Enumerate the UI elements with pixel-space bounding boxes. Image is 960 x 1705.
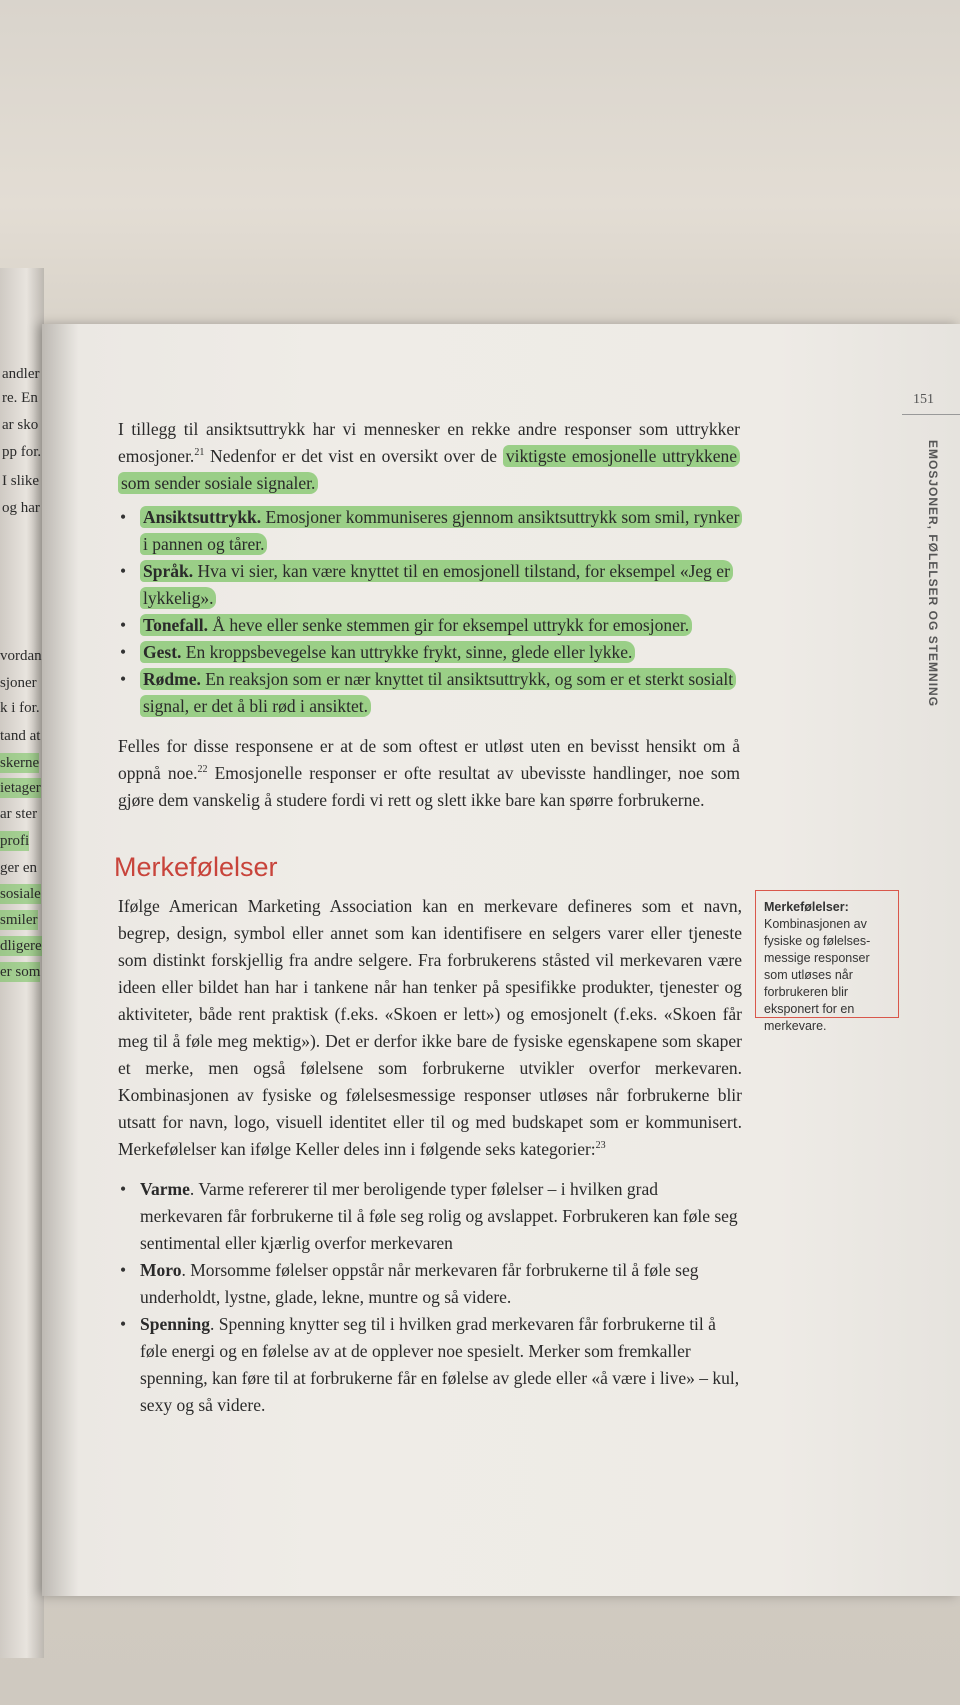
emotion-list-item xyxy=(118,666,740,720)
list-item-text: Hva vi sier, kan være knyttet til en emosjonell tilstand, for eksempel «Jeg er lykkelig». xyxy=(143,561,730,608)
list-item-text: . Spenning knytter seg til i hvilken grad merkevaren får forbrukerne til å føle energi og en følelse av at de opplever noe spesielt. Merker som fremkaller spenning, kan føre til at forbrukerne får en følelse av glede eller «å være i live» – kul, sexy og så videre. xyxy=(140,1314,740,1415)
emotion-list-item xyxy=(118,639,740,666)
category-list-item xyxy=(118,1176,742,1257)
list-item-text: . Morsomme følelser oppstår når merkevaren får forbrukerne til å føle seg underholdt, lystne, glade, lekne, muntre og så videre. xyxy=(140,1260,699,1307)
page-number: 151 xyxy=(913,392,934,407)
list-item-term: Tonefall. xyxy=(143,615,208,635)
left-page-fragment: og har xyxy=(2,500,40,516)
left-page-edge xyxy=(0,268,44,1658)
left-page-fragment: tand at xyxy=(0,728,41,744)
highlighted-text xyxy=(140,641,635,663)
left-page-fragment: andler xyxy=(2,366,40,382)
left-page-fragment: sosiale xyxy=(0,886,41,902)
left-page-fragment: vordan xyxy=(0,648,42,664)
footnote-ref: 21 xyxy=(194,447,205,459)
list-item-term: Spenning xyxy=(140,1314,211,1334)
page-number-rule xyxy=(902,414,960,415)
margin-definition-box xyxy=(755,890,899,1033)
list-item-term: Språk. xyxy=(143,561,194,581)
left-page-fragment: I slike xyxy=(2,473,40,489)
category-list-item xyxy=(118,1311,742,1419)
highlighted-text xyxy=(140,668,736,717)
left-page-fragment: er som xyxy=(0,964,41,980)
list-item-term: Moro xyxy=(140,1260,182,1280)
list-item-text: En reaksjon som er nær knyttet til ansiktsuttrykk, og som er et sterkt sosialt signal, er det å bli rød i ansiktet. xyxy=(143,669,734,716)
list-item-text: . Varme refererer til mer beroligende typer følelser – i hvilken grad merkevaren får forbrukerne til å føle seg rolig og avslappet. Forbrukeren kan føle seg sentimental eller kjærlig overfor merkevaren xyxy=(140,1179,738,1253)
highlighted-text: viktigste emosjonelle uttrykkene som sender sosiale signaler. xyxy=(118,445,740,494)
highlighted-text xyxy=(140,614,692,636)
category-list xyxy=(118,1176,742,1419)
left-page-fragment: ietager xyxy=(0,780,41,796)
felles-paragraph: Felles for disse responsene er at de som oftest er utløst uten en bevisst hensikt om å oppnå noe.$^{22}$ Emosjonelle responser er ofte resultat av ubevisste handlinger, noe som gjøre dem vanskelig å studere fordi vi rett og slett ikke bare kan spørre forbrukerne. xyxy=(118,736,740,810)
list-item-term: Rødme. xyxy=(143,669,201,689)
emotion-list-item xyxy=(118,612,740,639)
footnote-ref: 22 xyxy=(197,764,208,776)
category-list-item xyxy=(118,1257,742,1311)
section-heading: Merkefølelser xyxy=(114,852,278,882)
emotion-list-item xyxy=(118,504,740,558)
left-page-fragment: re. En xyxy=(2,390,38,406)
left-page-fragment: profi xyxy=(0,833,30,849)
list-item-text: Emosjoner kommuniseres gjennom ansiktsuttrykk som smil, rynker i pannen og tårer. xyxy=(143,507,740,554)
emotion-response-list xyxy=(118,504,740,720)
left-page-fragment: k i for. xyxy=(0,700,40,716)
left-page-fragment: ar sko xyxy=(2,417,39,433)
list-item-term: Gest. xyxy=(143,642,182,662)
margin-box-text: Kombinasjonen av fysiske og følelses-messige responser som utløses når forbrukeren blir eksponert for en merkevare. xyxy=(764,917,871,1033)
list-item-term: Ansiktsuttrykk. xyxy=(143,507,262,527)
left-page-fragment: pp for. xyxy=(2,444,42,460)
list-item-text: Å heve eller senke stemmen gir for eksempel uttrykk for emosjoner. xyxy=(208,615,690,635)
left-page-fragment: skerne xyxy=(0,755,40,771)
footnote-ref: 23 xyxy=(595,1140,606,1152)
left-page-fragment: ger en xyxy=(0,860,38,876)
highlighted-text xyxy=(140,506,742,555)
left-page-fragment: dligere xyxy=(0,938,42,954)
left-page-fragment: ar ster xyxy=(0,806,38,822)
left-page-fragment: sjoner xyxy=(0,675,37,691)
left-page-fragment: smiler xyxy=(0,912,38,928)
highlighted-text xyxy=(140,560,733,609)
emotion-list-item xyxy=(118,558,740,612)
list-item-text: En kroppsbevegelse kan uttrykke frykt, sinne, glede eller lykke. xyxy=(181,642,633,662)
merkefolelser-paragraph: Ifølge American Marketing Association kan en merkevare defineres som et navn, begrep, design, symbol eller annet som kan identifisere en selgers varer eller tjeneste som distinkt forskjellig fra andre selgere. Fra forbrukerens ståsted vil merkevaren være ideen eller bildet han har i tankene når han tenker på spesifikke produkter, tjenester og aktiviteter, både rent praktisk (f.eks. «Skoen er lett») og emosjonelt (f.eks. «Skoen får meg til å føle meg mektig»). Det er derfor ikke bare de fysiske egenskapene som skaper et merke, men også følelsene som forbrukerne utvikler overfor merkevaren. Kombinasjonen av fysiske og følelsesmessige responser utløses når forbrukerne blir utsatt for navn, logo, visuell identitet eller til og med budskapet som er kommunisert. Merkefølelser kan ifølge Keller deles inn i følgende seks kategorier:$^{23}$ xyxy=(118,896,742,1159)
list-item-term: Varme xyxy=(140,1179,190,1199)
running-head: EMOSJONER, FØLELSER OG STEMNING xyxy=(926,440,940,708)
intro-paragraph: I tillegg til ansiktsuttrykk har vi mennesker en rekke andre responser som uttrykker emosjoner.$^{21}$ Nedenfor er det vist en oversikt over de viktigste emosjonelle uttrykkene som sender sosiale signaler. xyxy=(118,419,740,493)
margin-box-title: Merkefølelser: xyxy=(764,900,849,914)
